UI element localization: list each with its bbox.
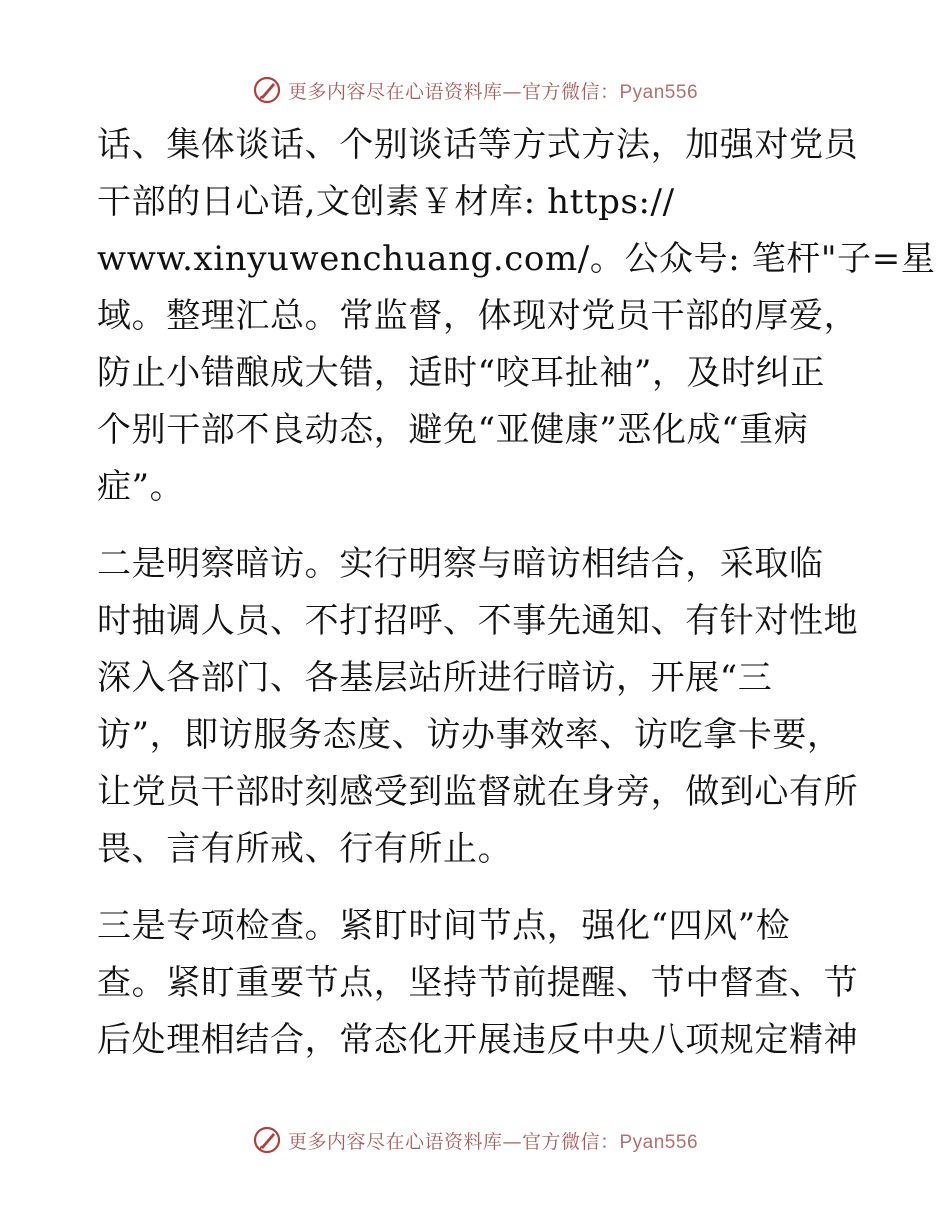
text-line: 让党员干部时刻感受到监督就在身旁，做到心有所	[97, 772, 859, 812]
quill-logo-icon	[252, 75, 282, 105]
paragraph-spacer	[97, 516, 857, 536]
paragraph-spacer	[97, 878, 857, 898]
text-line: 深入各部门、各基层站所进行暗访，开展“三	[97, 658, 773, 698]
text-line: 三是专项检查。紧盯时间节点，强化“四风”检	[97, 906, 791, 946]
text-line: 访”，即访服务态度、访办事效率、访吃拿卡要，	[97, 715, 842, 755]
footer-banner	[0, 1120, 950, 1160]
paragraph	[97, 117, 936, 516]
paragraph	[97, 898, 857, 1069]
quill-logo-icon	[252, 1125, 282, 1155]
header-banner-text: 更多内容尽在心语资料库—官方微信：Pyan556	[287, 80, 699, 103]
document-body	[97, 117, 936, 1069]
text-line: 查。紧盯重要节点，坚持节前提醒、节中督查、节	[97, 963, 859, 1003]
text-line: 个别干部不良动态，避免“亚健康”恶化成“重病	[97, 410, 809, 450]
text-line: 畏、言有所戒、行有所止。	[97, 829, 513, 869]
text-line: 时抽调人员、不打招呼、不事先通知、有针对性地	[97, 601, 859, 641]
text-line: 症”。	[97, 467, 185, 507]
footer-banner-text: 更多内容尽在心语资料库—官方微信：Pyan556	[287, 1130, 699, 1153]
header-banner	[0, 70, 950, 110]
text-line: www.xinyuwenchuang.com/。公众号: 笔杆"子=星	[97, 239, 936, 279]
text-line: 后处理相结合，常态化开展违反中央八项规定精神	[97, 1020, 859, 1060]
paragraph	[97, 536, 857, 878]
text-line: 二是明察暗访。实行明察与暗访相结合，采取临	[97, 544, 824, 584]
text-line: 话、集体谈话、个别谈话等方式方法，加强对党员	[97, 125, 859, 165]
text-line: 干部的日心语,文创素￥材库: https://	[97, 182, 675, 222]
text-line: 域。整理汇总。常监督，体现对党员干部的厚爱，	[97, 296, 859, 336]
text-line: 防止小错酿成大错，适时“咬耳扯袖”，及时纠正	[97, 353, 825, 393]
